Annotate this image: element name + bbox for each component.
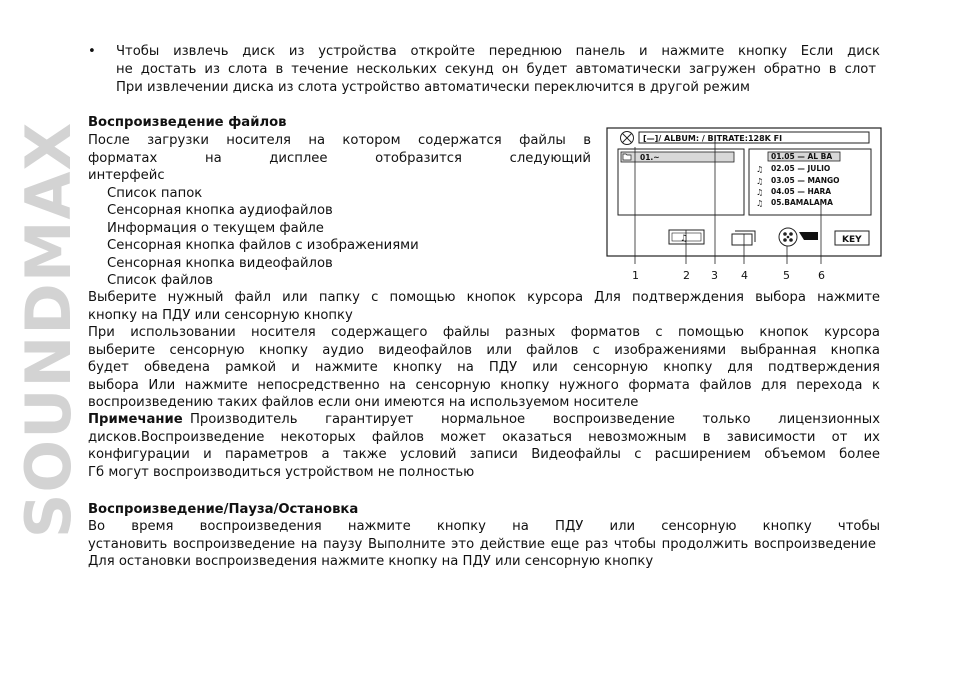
section-heading-playback: Воспроизведение файлов <box>88 115 287 130</box>
pause-line-2: установить воспроизведение на паузу Выполните это действие еще раз чтобы продолжить воспроизведение <box>88 537 876 552</box>
music-note-icon: ♫ <box>680 234 689 244</box>
folder-icon <box>623 154 631 160</box>
list-item: Список папок <box>107 186 203 201</box>
para2-line-4: выбора Или нажмите непосредственно на сенсорную кнопку нужного формата файлов для перехода к <box>88 378 880 393</box>
para1-line-2: кнопку на ПДУ или сенсорную кнопку <box>88 308 353 323</box>
close-icon <box>621 132 634 145</box>
info-bar-text: [—]/ ALBUM: / BITRATE:128K FI <box>643 134 783 143</box>
list-item: Информация о текущем файле <box>107 221 324 236</box>
list-item: Сенсорная кнопка аудиофайлов <box>107 203 333 218</box>
pause-line-1: Во время воспроизведения нажмите кнопку на ПДУ или сенсорную кнопку чтобы <box>88 519 880 534</box>
interface-figure <box>606 127 882 283</box>
file-item: 04.05 — HARA <box>771 187 832 196</box>
list-item: Сенсорная кнопка видеофайлов <box>107 256 333 271</box>
bullet-line-2: не достать из слота в течение нескольких секунд он будет автоматически загружен обратно в слот <box>116 62 876 77</box>
callout-label: 5 <box>783 269 790 282</box>
intro-line-3: интерфейс <box>88 168 165 183</box>
folder-row-selected <box>621 152 734 162</box>
section-heading-pause-stop: Воспроизведение/Пауза/Остановка <box>88 502 359 517</box>
file-item: 01.05 — AL BA <box>771 152 833 161</box>
para2-line-3: будет обведена рамкой и нажмите кнопку на ПДУ или сенсорную кнопку для подтверждения <box>88 360 880 375</box>
bullet-line-1: Чтобы извлечь диск из устройства откройте переднюю панель и нажмите кнопку Если диск <box>116 44 880 59</box>
para2-line-5: воспроизведению таких файлов если они имеются на используемом носителе <box>88 395 639 410</box>
callout-label: 2 <box>683 269 690 282</box>
list-item: Сенсорная кнопка файлов с изображениями <box>107 238 419 253</box>
file-item: 03.05 — MANGO <box>771 176 840 185</box>
music-note-icon: ♫ <box>756 199 764 208</box>
music-note-icon: ♫ <box>756 165 764 174</box>
note-line-2: дисков.Воспроизведение некоторых файлов может оказаться невозможным в зависимости от их <box>88 430 880 445</box>
list-item: Список файлов <box>107 273 214 288</box>
para1-line-1: Выберите нужный файл или папку с помощью кнопок курсора Для подтверждения выбора нажмите <box>88 290 880 305</box>
bullet-line-3: При извлечении диска из слота устройство автоматически переключится в другой режим <box>116 80 750 95</box>
music-note-icon: ♫ <box>756 188 764 197</box>
para2-line-2: выберите сенсорную кнопку аудио видеофайлов или файлов с изображениями выбранная кнопка <box>88 343 880 358</box>
callout-label: 6 <box>818 269 825 282</box>
note-line-3: конфигурации и параметров а также условий записи Видеофайлы с расширением объемом более <box>88 447 880 462</box>
key-button-label: KEY <box>842 235 862 245</box>
file-item: 02.05 — JULIO <box>771 164 831 173</box>
note-line-1: Производитель гарантирует нормальное воспроизведение только лицензионных <box>190 412 880 427</box>
bullet-symbol: • <box>88 44 96 59</box>
brand-watermark: SOUNDMAX <box>12 121 85 539</box>
intro-line-2: форматах на дисплее отобразится следующий <box>88 151 591 166</box>
para2-line-1: При использовании носителя содержащего файлы разных форматов с помощью кнопок курсора <box>88 325 880 340</box>
callout-label: 3 <box>711 269 718 282</box>
callout-label: 4 <box>741 269 748 282</box>
intro-line-1: После загрузки носителя на котором содержатся файлы в <box>88 133 591 148</box>
callout-label: 1 <box>632 269 639 282</box>
file-item: 05.BAMALAMA <box>771 198 833 207</box>
pause-line-3: Для остановки воспроизведения нажмите кнопку на ПДУ или сенсорную кнопку <box>88 554 654 569</box>
note-line-4: Гб могут воспроизводиться устройством не полностью <box>88 465 475 480</box>
folder-name: 01.~ <box>640 153 660 162</box>
music-note-icon: ♫ <box>756 177 764 186</box>
audio-files-button[interactable] <box>669 230 704 244</box>
key-button[interactable] <box>835 231 869 245</box>
note-label: Примечание <box>88 412 183 427</box>
